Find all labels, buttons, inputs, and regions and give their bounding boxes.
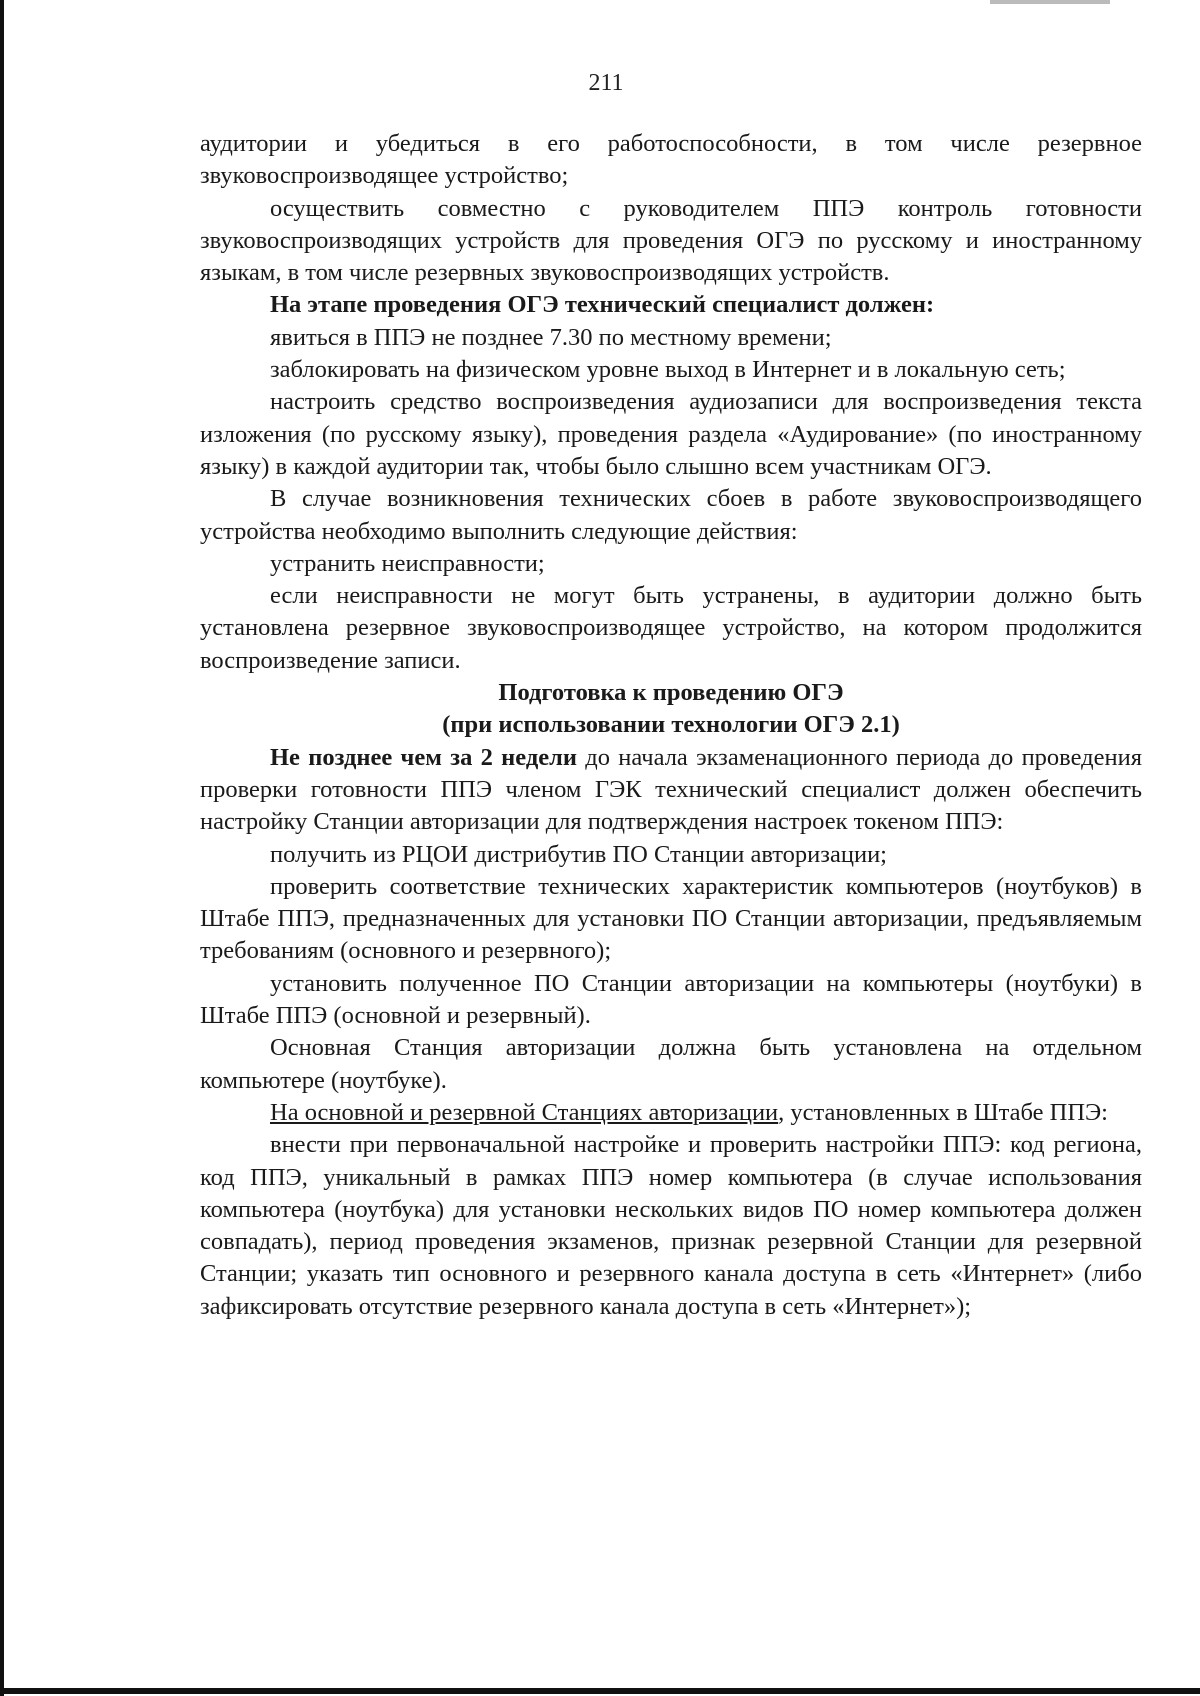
scan-border-bottom <box>0 1688 1200 1694</box>
deadline-emphasis: Не позднее чем за 2 недели <box>270 743 577 771</box>
paragraph <box>200 1097 1142 1129</box>
paragraph <box>200 742 1142 839</box>
list-item: установить полученное ПО Станции авторизации на компьютеры (ноутбуки) в Штабе ППЭ (основной и резервный). <box>200 969 1142 1030</box>
list-item: настроить средство воспроизведения аудиозаписи для воспроизведения текста изложения (по русскому языку), проведения раздела «Аудирование» (по иностранному языку) в каждой аудитории так, чтобы было слышно всем участникам ОГЭ. <box>200 388 1142 480</box>
document-body <box>200 128 1142 1323</box>
list-item: получить из РЦОИ дистрибутив ПО Станции авторизации; <box>270 840 887 868</box>
scan-border-left <box>0 0 4 1696</box>
list-item: если неисправности не могут быть устранены, в аудитории должно быть установлена резервное звуковоспроизводящее устройство, на котором продолжится воспроизведение записи. <box>200 582 1142 674</box>
section-title: Подготовка к проведению ОГЭ <box>498 679 844 707</box>
paragraph-text: до начала экзаменационного периода до проведения проверки готовности ППЭ членом ГЭК технический специалист должен обеспечить настройку Станции авторизации для подтверждения настроек токеном ППЭ: <box>200 743 1142 836</box>
list-item: внести при первоначальной настройке и проверить настройки ППЭ: код региона, код ППЭ, уникальный в рамках ППЭ номер компьютера (в случае использования компьютера (ноутбука) для установки нескольких видов ПО номер компьютера должен совпадать), период проведения экзаменов, признак резервной Станции для резервной Станции; указать тип основного и резервного канала доступа в сеть «Интернет» (либо зафиксировать отсутствие резервного канала доступа в сеть «Интернет»); <box>200 1131 1142 1320</box>
list-item: устранить неисправности; <box>270 549 545 577</box>
list-item: заблокировать на физическом уровне выход в Интернет и в локальную сеть; <box>270 356 1066 384</box>
section-subtitle: (при использовании технологии ОГЭ 2.1) <box>442 711 900 739</box>
underlined-phrase: На основной и резервной Станциях авторизации <box>270 1098 779 1126</box>
section-heading: На этапе проведения ОГЭ технический специалист должен: <box>270 291 935 319</box>
paragraph-text: , установленных в Штабе ППЭ: <box>778 1098 1108 1126</box>
list-item: явиться в ППЭ не позднее 7.30 по местному времени; <box>270 323 832 351</box>
paragraph: аудитории и убедиться в его работоспособности, в том числе резервное звуковоспроизводящее устройство; <box>200 130 1142 190</box>
list-item: проверить соответствие технических характеристик компьютеров (ноутбуков) в Штабе ППЭ, предназначенных для установки ПО Станции авторизации, предъявляемым требованиям (основного и резервного); <box>200 872 1142 965</box>
paragraph: Основная Станция авторизации должна быть установлена на отдельном компьютере (ноутбуке). <box>200 1034 1142 1094</box>
page-number: 211 <box>588 70 624 96</box>
paragraph: осуществить совместно с руководителем ППЭ контроль готовности звуковоспроизводящих устройств для проведения ОГЭ по русскому и иностранному языкам, в том числе резервных звуковоспроизводящих устройств. <box>200 194 1142 287</box>
paragraph: В случае возникновения технических сбоев в работе звуковоспроизводящего устройства необходимо выполнить следующие действия: <box>200 485 1142 545</box>
scan-top-edge-mark <box>990 0 1110 4</box>
